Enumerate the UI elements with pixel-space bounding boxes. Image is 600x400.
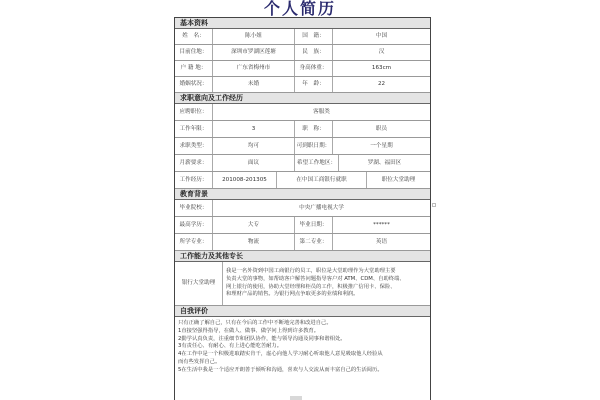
experience-role: 职位大堂助理 (381, 176, 416, 183)
area-value: 罗湖、福田区 (367, 159, 402, 166)
page-scroll-indicator (290, 396, 302, 400)
height-value: 163cm (371, 65, 392, 72)
graduation-value: ****** (373, 221, 390, 228)
skills-description (226, 268, 429, 299)
name-value: 陈小姐 (213, 29, 295, 44)
hukou-label: 户 籍 地： (175, 61, 213, 76)
position-label: 应聘职位： (175, 104, 213, 120)
section-basic-header: 基本资料 (175, 18, 430, 29)
age-label: 年 龄： (295, 77, 333, 92)
table-row (175, 45, 430, 61)
school-label: 毕业院校： (175, 200, 213, 216)
arrival-label: 可到职日期： (295, 138, 333, 154)
self-line: 4在工作中是一个积极进取踏实肯干，虚心向他人学习耐心听取他人意见吸取他人经验从 (178, 351, 383, 358)
skills-line: 我是一名外资到中国工商银行的员工，职位是大堂助理作为大堂助理主要 (226, 268, 396, 274)
self-line: 2勤学认真负责，注重细节和团队协作，能与领导沟通及同事和谐相处。 (178, 335, 346, 342)
page-title: 个人简历 (263, 0, 336, 18)
self-line: 3有责任心、有耐心、有上进心能吃苦耐力。 (178, 343, 283, 350)
position-value: 客服类 (313, 108, 330, 115)
table-row (175, 61, 430, 77)
hukou-value: 广东省梅州市 (213, 61, 295, 76)
school-value: 中央广播电视大学 (299, 204, 344, 211)
years-value: 3 (213, 121, 295, 137)
section-job-header: 求职意向及工作经历 (175, 93, 430, 104)
experience-label: 工作经历： (175, 172, 213, 188)
residence-value: 深圳市罗湖区莲塘 (213, 45, 295, 60)
major-value: 物流 (213, 234, 295, 250)
self-line: 5在生活中我是一个适应开朗善于倾听和沟通，喜欢与人交流从而丰富自己的生活阅历。 (178, 366, 383, 373)
skills-line: 网上银行的使用，协助大堂经理和柜员的工作，积极推广信用卡、保险、 (226, 283, 396, 290)
second-major-value: 英语 (375, 238, 388, 245)
marital-value: 未婚 (213, 77, 295, 92)
age-value: 22 (377, 81, 386, 88)
section-self-header: 自我评价 (175, 306, 430, 317)
degree-label: 最高学历： (175, 217, 213, 233)
skills-line: 负责大堂的事物，如帮助客户解答问题指导客户对 ATM、CDM、自助终端、 (226, 275, 405, 282)
skills-row (175, 262, 430, 306)
name-label: 姓 名： (175, 29, 213, 44)
table-row (175, 104, 430, 121)
table-row (175, 121, 430, 138)
skills-line: 和理财产品的销售。为银行网点争取更多的业绩和利润。 (226, 291, 359, 298)
nation-label: 国 籍： (295, 29, 333, 44)
skills-label: 银行大堂助理 (175, 262, 223, 305)
title-value: 职员 (375, 125, 388, 132)
graduation-label: 毕业日期： (295, 217, 333, 233)
degree-value: 大专 (213, 217, 295, 233)
self-line: 1直接坚强得指导，在做人、做事、做学问上得到许多教育。 (178, 327, 320, 334)
ethnic-label: 民 族： (295, 45, 333, 60)
height-label: 身高体重： (295, 61, 333, 76)
self-evaluation (178, 320, 429, 375)
resize-handle[interactable] (432, 203, 436, 207)
type-label: 求职类型： (175, 138, 213, 154)
ethnic-value: 汉 (378, 49, 385, 56)
second-major-label: 第二专业： (295, 234, 333, 250)
marital-label: 婚姻状况： (175, 77, 213, 92)
arrival-value: 一个星期 (370, 142, 393, 149)
table-row (175, 77, 430, 93)
table-row (175, 200, 430, 217)
residence-label: 目前住地： (175, 45, 213, 60)
years-label: 工作年限： (175, 121, 213, 137)
section-education-header: 教育背景 (175, 189, 430, 200)
table-row (175, 217, 430, 234)
self-line: 只有正确了解自己，只有在今后的工作中不断地完善和改进自己。 (178, 320, 332, 326)
table-row (175, 234, 430, 251)
section-skills-header: 工作能力及其他专长 (175, 251, 430, 262)
resume-table (174, 17, 431, 400)
table-row (175, 29, 430, 45)
table-row (175, 172, 430, 189)
experience-company: 在中国工商银行就职 (277, 172, 367, 188)
experience-period: 201008-201305 (213, 172, 277, 188)
major-label: 所学专业： (175, 234, 213, 250)
nation-value: 中国 (375, 33, 388, 40)
table-row (175, 155, 430, 172)
title-label: 职 称： (295, 121, 333, 137)
area-label: 希望工作地区： (295, 155, 339, 171)
type-value: 均可 (213, 138, 295, 154)
table-row (175, 138, 430, 155)
salary-value: 面议 (213, 155, 295, 171)
self-line: 而有些发挥自己。 (178, 358, 221, 365)
salary-label: 月薪要求： (175, 155, 213, 171)
